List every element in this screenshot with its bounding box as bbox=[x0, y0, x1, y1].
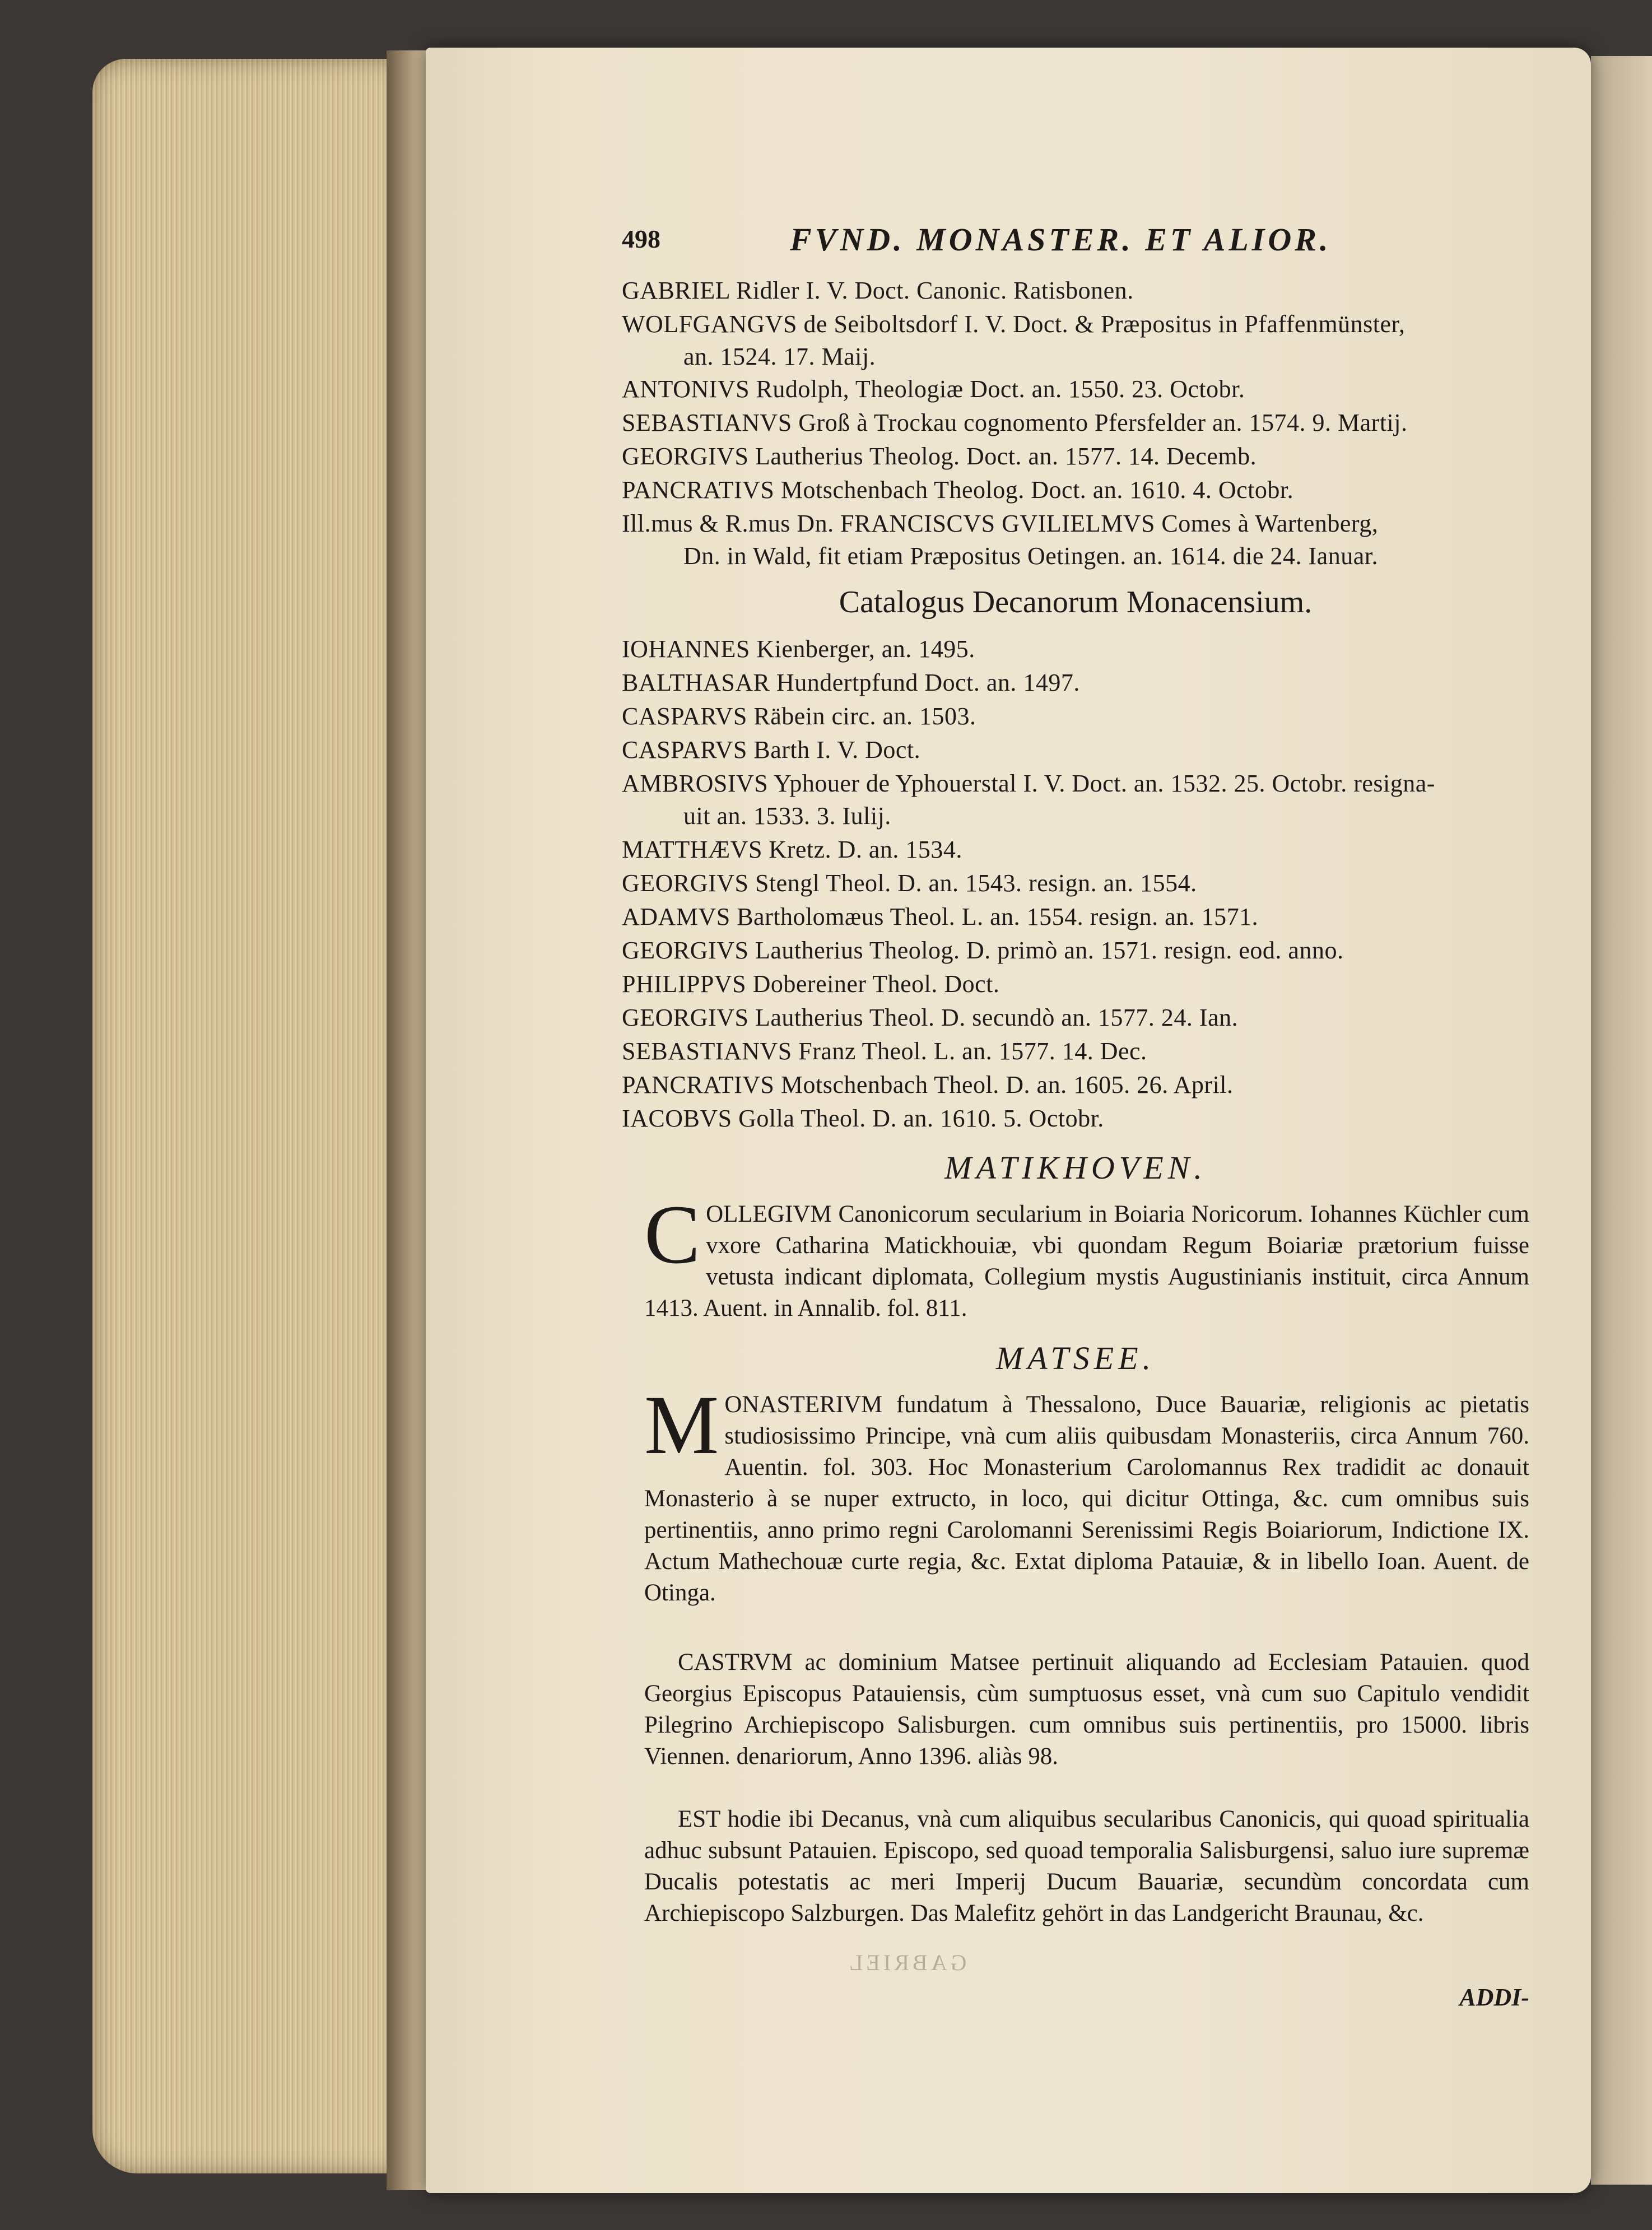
list-item: an. 1524. 17. Maij. bbox=[683, 343, 876, 370]
list-item: PHILIPPVS Dobereiner Theol. Doct. bbox=[622, 970, 1000, 998]
matsee-paragraph-2: CASTRVM ac dominium Matsee pertinuit aliquando ad Ecclesiam Patauien. quod Georgius Episcopus Patauiensis, cùm sumptuosus esset, vnà cum suo Capitulo vendidit Pilegrino Archiepiscopo Salisburgen. cum omnibus suis pertinentiis, pro 15000. libris Viennen. denariorum, Anno 1396. aliàs 98. bbox=[644, 1649, 1529, 1770]
deans-heading: Catalogus Decanorum Monacensium. bbox=[839, 585, 1313, 620]
list-item: MATTHÆVS Kretz. D. an. 1534. bbox=[622, 836, 962, 863]
book-page-edges bbox=[92, 59, 406, 2173]
list-item: ANTONIVS Rudolph, Theologiæ Doct. an. 1550. 23. Octobr. bbox=[622, 375, 1245, 403]
list-item: CASPARVS Räbein circ. an. 1503. bbox=[622, 702, 976, 730]
matsee-heading: MATSEE. bbox=[995, 1340, 1156, 1376]
matikhoven-paragraph bbox=[644, 1188, 1529, 1324]
list-item: ADAMVS Bartholomæus Theol. L. an. 1554. resign. an. 1571. bbox=[622, 903, 1259, 930]
list-item: SEBASTIANVS Franz Theol. L. an. 1577. 14. Dec. bbox=[622, 1037, 1147, 1065]
list-item: GEORGIVS Lautherius Theol. D. secundò an. 1577. 24. Ian. bbox=[622, 1004, 1239, 1031]
list-item: Ill.mus & R.mus Dn. FRANCISCVS GVILIELMVS Comes à Wartenberg, bbox=[622, 510, 1379, 537]
list-item: GEORGIVS Stengl Theol. D. an. 1543. resign. an. 1554. bbox=[622, 869, 1197, 897]
list-item: GEORGIVS Lautherius Theolog. Doct. an. 1577. 14. Decemb. bbox=[622, 443, 1257, 470]
list-item: WOLFGANGVS de Seiboltsdorf I. V. Doct. & Præpositus in Pfaffenmünster, bbox=[622, 310, 1406, 338]
drop-cap: M bbox=[644, 1379, 719, 1472]
list-item: IACOBVS Golla Theol. D. an. 1610. 5. Octobr. bbox=[622, 1105, 1104, 1132]
list-item: Dn. in Wald, fit etiam Præpositus Oetingen. an. 1614. die 24. Ianuar. bbox=[683, 542, 1378, 570]
matikhoven-heading: MATIKHOVEN. bbox=[944, 1149, 1207, 1186]
list-item: IOHANNES Kienberger, an. 1495. bbox=[622, 635, 975, 663]
drop-cap: C bbox=[644, 1188, 701, 1281]
list-item: CASPARVS Barth I. V. Doct. bbox=[622, 736, 921, 763]
list-item: SEBASTIANVS Groß à Trockau cognomento Pfersfelder an. 1574. 9. Martij. bbox=[622, 409, 1408, 436]
matsee-paragraph-3: EST hodie ibi Decanus, vnà cum aliquibus secularibus Canonicis, qui quoad spiritualia adhuc subsunt Patauien. Episcopo, sed quoad temporalia Salisburgensi, saluo iure supremæ Ducalis potestatis ac meri Imperij Ducum Bauariæ, secundùm concordata cum Archiepiscopo Salzburgen. Das Malefitz gehört in das Landgericht Braunau, &c. bbox=[644, 1806, 1529, 1926]
matsee-paragraph-1 bbox=[644, 1379, 1529, 1609]
list-item: PANCRATIVS Motschenbach Theolog. Doct. an. 1610. 4. Octobr. bbox=[622, 476, 1294, 504]
page-number: 498 bbox=[622, 225, 660, 253]
facing-page-edge bbox=[1591, 56, 1652, 2185]
list-item: GABRIEL Ridler I. V. Doct. Canonic. Ratisbonen. bbox=[622, 277, 1134, 304]
show-through-text: GABRIEL bbox=[846, 1950, 967, 1975]
list-item: AMBROSIVS Yphouer de Yphouerstal I. V. Doct. an. 1532. 25. Octobr. resigna- bbox=[622, 770, 1435, 797]
catchword: ADDI- bbox=[1459, 1984, 1529, 2011]
list-item: BALTHASAR Hundertpfund Doct. an. 1497. bbox=[622, 669, 1080, 696]
list-item: GEORGIVS Lautherius Theolog. D. primò an. 1571. resign. eod. anno. bbox=[622, 937, 1344, 964]
paragraph-text: ONASTERIVM fundatum à Thessalono, Duce Bauariæ, religionis ac pietatis studiosissimo Principe, vnà cum aliis quibusdam Monasteriis, circa Annum 760. Auentin. fol. 303. Hoc Monasterium Carolomannus Rex tradidit ac donauit Monasterio à se nuper extructo, in loco, qui dicitur Ottinga, &c. cum omnibus suis pertinentiis, anno primo regni Carolomanni Serenissimi Regis Boiariorum, Indictione IX. Actum Mathechouæ curte regia, &c. Extat diploma Patauiæ, & in libello Ioan. Auent. de Otinga. bbox=[644, 1391, 1529, 1606]
running-title: FVND. MONASTER. ET ALIOR. bbox=[790, 221, 1332, 258]
list-item: PANCRATIVS Motschenbach Theol. D. an. 1605. 26. April. bbox=[622, 1071, 1234, 1098]
list-item: uit an. 1533. 3. Iulij. bbox=[683, 802, 891, 830]
paragraph-text: OLLEGIVM Canonicorum secularium in Boiaria Noricorum. Iohannes Küchler cum vxore Catharina Matickhouiæ, vbi quondam Regum Boiariæ prætorium fuisse vetusta indicant diplomata, Collegium mystis Augustinianis instituit, circa Annum 1413. Auent. in Annalib. fol. 811. bbox=[644, 1201, 1529, 1321]
